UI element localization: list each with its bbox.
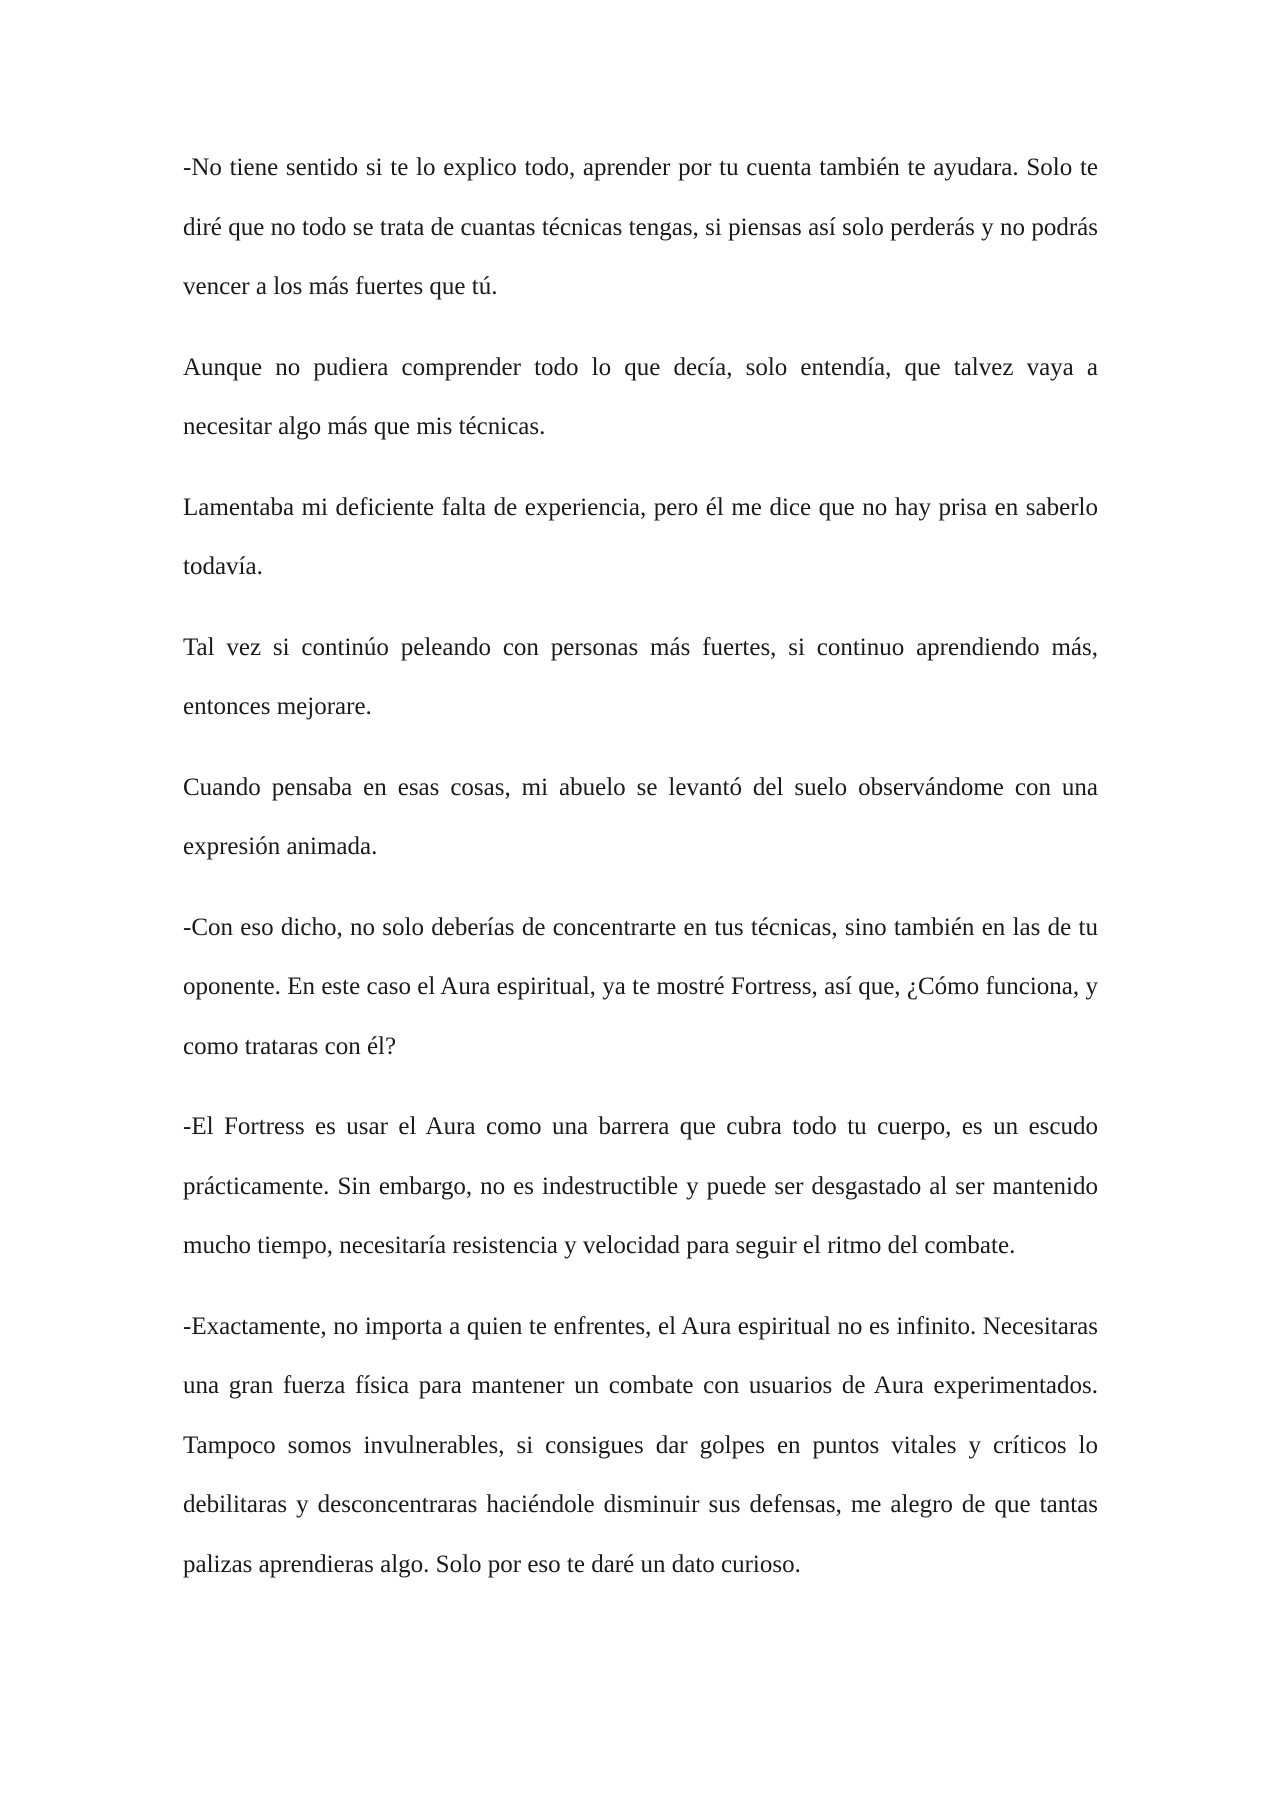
paragraph-6: -Con eso dicho, no solo deberías de concentrarte en tus técnicas, sino también en las de tu oponente. En este caso el Aura espiritual, ya te mostré Fortress, así que, ¿Cómo funciona, y como trataras con él? [183, 913, 1098, 1060]
paragraph-3: Lamentaba mi deficiente falta de experiencia, pero él me dice que no hay prisa en saberlo todavía. [183, 493, 1098, 580]
paragraph-7: -El Fortress es usar el Aura como una barrera que cubra todo tu cuerpo, es un escudo prácticamente. Sin embargo, no es indestructible y puede ser desgastado al ser mantenido mucho tiempo, necesitaría resistencia y velocidad para seguir el ritmo del combate. [183, 1113, 1098, 1259]
paragraph-8: -Exactamente, no importa a quien te enfrentes, el Aura espiritual no es infinito. Necesitaras una gran fuerza física para mantener un combate con usuarios de Aura experimentados. Tampoco somos invulnerables, si consigues dar golpes en puntos vitales y críticos lo debilitaras y desconcentraras haciéndole disminuir sus defensas, me alegro de que tantas palizas aprendieras algo. Solo por eso te daré un dato curioso. [183, 1312, 1098, 1578]
body-text [183, 138, 1098, 1615]
paragraph-5: Cuando pensaba en esas cosas, mi abuelo se levantó del suelo observándome con una expresión animada. [183, 773, 1098, 860]
paragraph-1: -No tiene sentido si te lo explico todo, aprender por tu cuenta también te ayudara. Solo te diré que no todo se trata de cuantas técnicas tengas, si piensas así solo perderás y no podrás vencer a los más fuertes que tú. [183, 154, 1098, 300]
paragraph-4: Tal vez si continúo peleando con personas más fuertes, si continuo aprendiendo más, entonces mejorare. [183, 633, 1098, 720]
paragraph-2: Aunque no pudiera comprender todo lo que decía, solo entendía, que talvez vaya a necesitar algo más que mis técnicas. [183, 353, 1098, 440]
